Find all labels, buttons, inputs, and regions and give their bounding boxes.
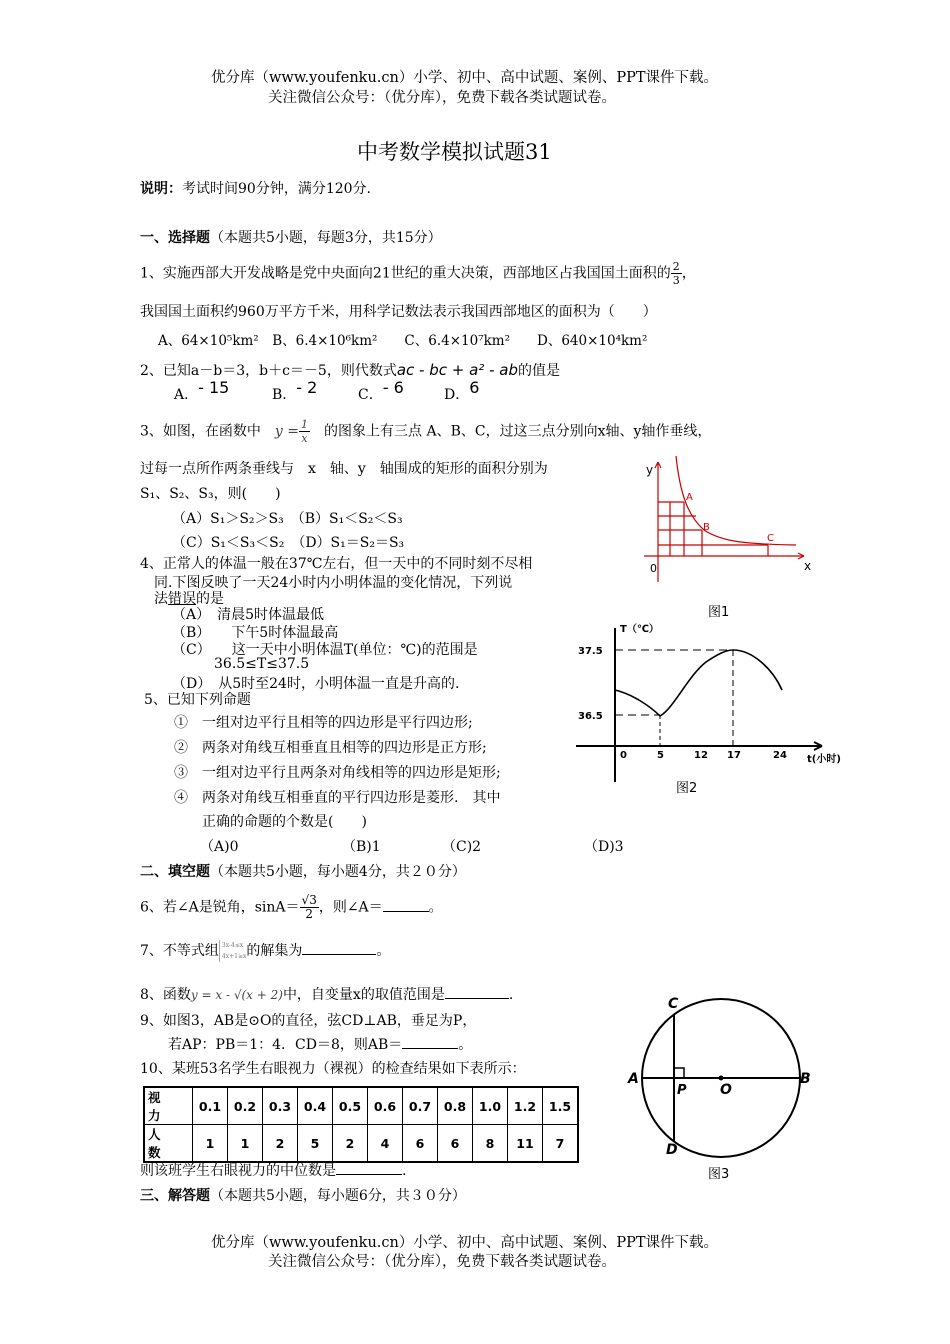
fig1-point-a: A [686, 492, 693, 503]
count-cell: 6 [403, 1125, 438, 1163]
section1-heading [140, 227, 442, 247]
q7-answer-blank[interactable] [302, 954, 376, 955]
q6-frac-num: √3 [301, 893, 317, 907]
q8-answer-blank[interactable] [445, 998, 509, 999]
q1-comma: ， [681, 265, 696, 282]
section2-label: 二、填空题 [140, 864, 210, 880]
fig2-temperature-curve [615, 650, 782, 716]
q6-text-b: ，则∠A＝ [318, 899, 383, 916]
note-text: 考试时间90分钟，满分120分. [182, 181, 371, 197]
q9-text-b: 。 [458, 1037, 473, 1053]
q5-option-c: （C)2 [442, 839, 482, 855]
footer-line-2: 关注微信公众号：（优分库），免费下载各类试题试卷。 [268, 1254, 616, 1270]
q7-line [140, 940, 390, 962]
fig3-right-angle-mark [674, 1068, 684, 1078]
q5-prop-1: ① 一组对边平行且相等的四边形是平行四边形; [174, 715, 473, 731]
q1-frac-num: 2 [672, 260, 680, 273]
q2-opt-c-value: - 6 [382, 378, 404, 397]
q2-opt-b-label: B． [272, 387, 297, 403]
vision-cell: 1.2 [508, 1087, 543, 1125]
q2-text: 2、已知a－b＝3，b＋c＝－5，则代数式 [140, 363, 397, 379]
q1-line-2: 我国国土面积约960万平方千米，用科学记数法表示我国西部地区的面积为（ ） [140, 304, 657, 320]
q2-opt-b-value: - 2 [296, 378, 318, 397]
count-cell: 1 [228, 1125, 263, 1163]
fig3-label-a: A [628, 1071, 639, 1087]
vision-cell: 0.5 [333, 1087, 368, 1125]
q3-text-b: 的图象上有三点 A、B、C，过这三点分别向x轴、y轴作垂线， [324, 423, 712, 440]
q2-opt-a-label: A． [174, 387, 199, 403]
section3-label: 三、解答题 [140, 1188, 210, 1204]
fig2-tick-24: 24 [773, 750, 787, 761]
q2-expression: ac - bc + a² - ab [396, 361, 518, 379]
q7-text-c: 。 [376, 943, 391, 959]
vision-cell: 0.7 [403, 1087, 438, 1125]
q3-fn-y: y = [274, 423, 300, 440]
count-cell: 11 [508, 1125, 543, 1163]
q6-fraction [300, 894, 319, 921]
vision-row-header: 视力 [144, 1087, 193, 1125]
q6-text-c: 。 [428, 899, 443, 916]
q3-line-1 [140, 418, 711, 445]
vision-row [144, 1087, 578, 1125]
q5-option-a: （A)0 [200, 839, 239, 855]
fig1-x-label: x [804, 559, 812, 573]
q6-frac-den: 2 [305, 907, 313, 921]
q9-line-2 [168, 1034, 472, 1054]
q4-line-1: 4、正常人的体温一般在37℃左右，但一天中的不同时刻不尽相 [140, 556, 533, 572]
q2-line [140, 360, 560, 380]
fig2-tick-5: 5 [657, 750, 664, 761]
fig2-tick-17: 17 [727, 750, 741, 761]
q4-option-c-range: 36.5≤T≤37.5 [214, 656, 310, 672]
q1-options: A、64×10⁵km² B、6.4×10⁶km² C、6.4×10⁷km² D、640×10⁴km² [158, 333, 648, 349]
q1-line-1 [140, 260, 696, 287]
fig3-label-d: D [666, 1142, 678, 1158]
fig3-label-b: B [800, 1071, 811, 1087]
section3-text: （本题共5小题，每小题6分，共３０分） [210, 1188, 466, 1204]
vision-cell: 0.3 [263, 1087, 298, 1125]
fig2-x-label: t(小时) [807, 754, 841, 765]
fig2-tick-37-5: 37.5 [578, 646, 603, 657]
count-cell: 2 [333, 1125, 368, 1163]
count-cell: 4 [368, 1125, 403, 1163]
q1-frac-den: 3 [672, 274, 680, 287]
fig3-center-dot [719, 1076, 724, 1081]
q5-prompt: 正确的命题的个数是( ) [202, 814, 367, 830]
count-cell: 1 [193, 1125, 228, 1163]
header-line-1: 优分库（www.youfenku.cn）小学、初中、高中试题、案例、PPT课件下载。 [211, 70, 719, 86]
q3-line-3: S₁、S₂、S₃，则( ) [140, 486, 281, 502]
q5-line-1: 5、已知下列命题 [144, 692, 251, 708]
header-line-2: 关注微信公众号：（优分库），免费下载各类试题试卷。 [268, 90, 616, 106]
q10-question [140, 1160, 406, 1180]
count-cell: 2 [263, 1125, 298, 1163]
vision-table [143, 1086, 579, 1163]
q2-opt-d [444, 378, 480, 404]
q3-options-cd: （C）S₁＜S₃＜S₂ （D）S₁＝S₂＝S₃ [172, 535, 405, 551]
q1-text: 1、实施西部大开发战略是党中央面向21世纪的重大决策，西部地区占我国国土面积的 [140, 265, 671, 282]
q5-option-b: （B)1 [342, 839, 381, 855]
q4-line-2: 同.下图反映了一天24小时内小明体温的变化情况，下列说 [154, 575, 513, 591]
q4-option-a: （A） 清晨5时体温最低 [172, 607, 325, 623]
q2-opt-c [358, 378, 404, 404]
fig1-point-b: B [703, 522, 710, 533]
q2-opt-d-label: D． [444, 387, 470, 403]
q4-option-d: （D） 从5时至24时，小明体温一直是升高的. [172, 676, 460, 692]
q1-fraction [671, 260, 682, 287]
q2-opt-b [272, 378, 318, 404]
q8-text-c: . [508, 987, 514, 1003]
q5-option-d: （D)3 [584, 839, 624, 855]
vision-cell: 0.2 [228, 1087, 263, 1125]
section3-heading [140, 1185, 466, 1205]
q3-line-2: 过每一点所作两条垂线与 x 轴、y 轴围成的矩形的面积分别为 [140, 461, 548, 477]
q6-text-a: 6、若∠A是锐角，sinA＝ [140, 899, 300, 916]
q7-ineq-1: 3x-4≤x [221, 942, 244, 949]
fig2-tick-0: 0 [620, 750, 627, 761]
q7-text-a: 7、不等式组 [140, 943, 219, 959]
q10-text-b: . [402, 1163, 407, 1179]
fig3-label-o: O [720, 1082, 732, 1098]
vision-cell: 0.1 [193, 1087, 228, 1125]
q2-opt-c-label: C． [358, 387, 383, 403]
q7-ineq-2: 4x+1≥x [221, 953, 247, 960]
q5-prop-2: ② 两条对角线互相垂直且相等的四边形是正方形; [174, 740, 487, 756]
section2-text: （本题共5小题，每小题4分，共２０分） [210, 864, 466, 880]
footer-line-1: 优分库（www.youfenku.cn）小学、初中、高中试题、案例、PPT课件下载。 [211, 1235, 719, 1251]
figure-3 [624, 990, 824, 1190]
fig3-label-p: P [677, 1083, 687, 1098]
fig1-point-c: C [767, 533, 774, 544]
q8-expression: y = x - √(x + 2) [190, 988, 283, 1002]
q10-text-a: 则该班学生右眼视力的中位数是 [140, 1163, 336, 1179]
count-cell: 5 [298, 1125, 333, 1163]
fig1-y-label: y [646, 463, 654, 477]
vision-cell: 0.6 [368, 1087, 403, 1125]
vision-cell: 1.0 [473, 1087, 508, 1125]
q4-option-b: （B） 下午5时体温最高 [172, 625, 339, 641]
q10-answer-blank[interactable] [336, 1174, 402, 1175]
q9-text-a: 若AP：PB＝1：4．CD＝8，则AB＝ [168, 1037, 403, 1053]
count-row [144, 1125, 578, 1163]
q3-frac-num: 1 [301, 418, 309, 431]
q8-text-a: 8、函数 [140, 987, 191, 1003]
figure-2 [576, 616, 856, 796]
count-row-header: 人数 [144, 1125, 193, 1163]
q3-frac-den: x [301, 432, 308, 445]
fig3-caption: 图3 [708, 1167, 730, 1182]
q4-text-c: 的是 [196, 591, 224, 607]
q10-line-1: 10、某班53名学生右眼视力（裸视）的检查结果如下表所示： [140, 1061, 526, 1077]
q2-opt-a [174, 378, 230, 404]
q2-opt-d-value: 6 [469, 378, 480, 397]
section2-heading [140, 861, 466, 881]
section1-text: （本题共5小题，每题3分，共15分） [210, 230, 442, 246]
fig2-tick-36-5: 36.5 [578, 711, 603, 722]
q3-fraction [299, 418, 310, 445]
q5-prop-3: ③ 一组对边平行且两条对角线相等的四边形是矩形; [174, 765, 501, 781]
fig3-label-c: C [668, 996, 679, 1012]
fig1-origin: 0 [650, 562, 657, 575]
q3-options-ab: （A）S₁＞S₂＞S₃ （B）S₁＜S₂＜S₃ [172, 511, 403, 527]
q6-line [140, 894, 443, 921]
q5-prop-4: ④ 两条对角线互相垂直的平行四边形是菱形. 其中 [174, 790, 501, 806]
vision-cell: 1.5 [543, 1087, 579, 1125]
q7-system [219, 940, 246, 962]
count-cell: 7 [543, 1125, 579, 1163]
q6-answer-blank[interactable] [383, 911, 429, 912]
q2-tail: 的值是 [517, 363, 560, 379]
q9-line-1: 9、如图3，AB是⊙O的直径，弦CD⊥AB，垂足为P， [140, 1013, 477, 1029]
count-cell: 6 [438, 1125, 473, 1163]
fig1-curve [676, 456, 796, 545]
note-label: 说明： [140, 181, 182, 197]
fig2-tick-12: 12 [694, 750, 708, 761]
section1-label: 一、选择题 [140, 230, 210, 246]
vision-cell: 0.4 [298, 1087, 333, 1125]
q7-text-b: 的解集为 [246, 943, 303, 959]
q2-opt-a-value: - 15 [198, 378, 230, 397]
q4-text-a: 法 [154, 591, 168, 607]
q4-wrong-word: 错误 [168, 591, 196, 607]
q4-option-c: （C） 这一天中小明体温T(单位：℃)的范围是 [172, 642, 478, 658]
fig2-caption: 图2 [676, 781, 698, 796]
page-title: 中考数学模拟试题31 [357, 140, 552, 164]
count-cell: 8 [473, 1125, 508, 1163]
figure-1 [636, 454, 816, 624]
fig1-caption: 图1 [708, 605, 730, 620]
exam-note [140, 178, 371, 198]
fig1-axes [644, 456, 804, 582]
q8-text-b: 中，自变量x的取值范围是 [282, 987, 445, 1003]
vision-cell: 0.8 [438, 1087, 473, 1125]
q8-line [140, 984, 513, 1004]
q9-answer-blank[interactable] [402, 1048, 458, 1049]
q3-text-a: 3、如图，在函数中 [140, 423, 261, 440]
fig2-y-label: T（℃） [620, 624, 659, 635]
